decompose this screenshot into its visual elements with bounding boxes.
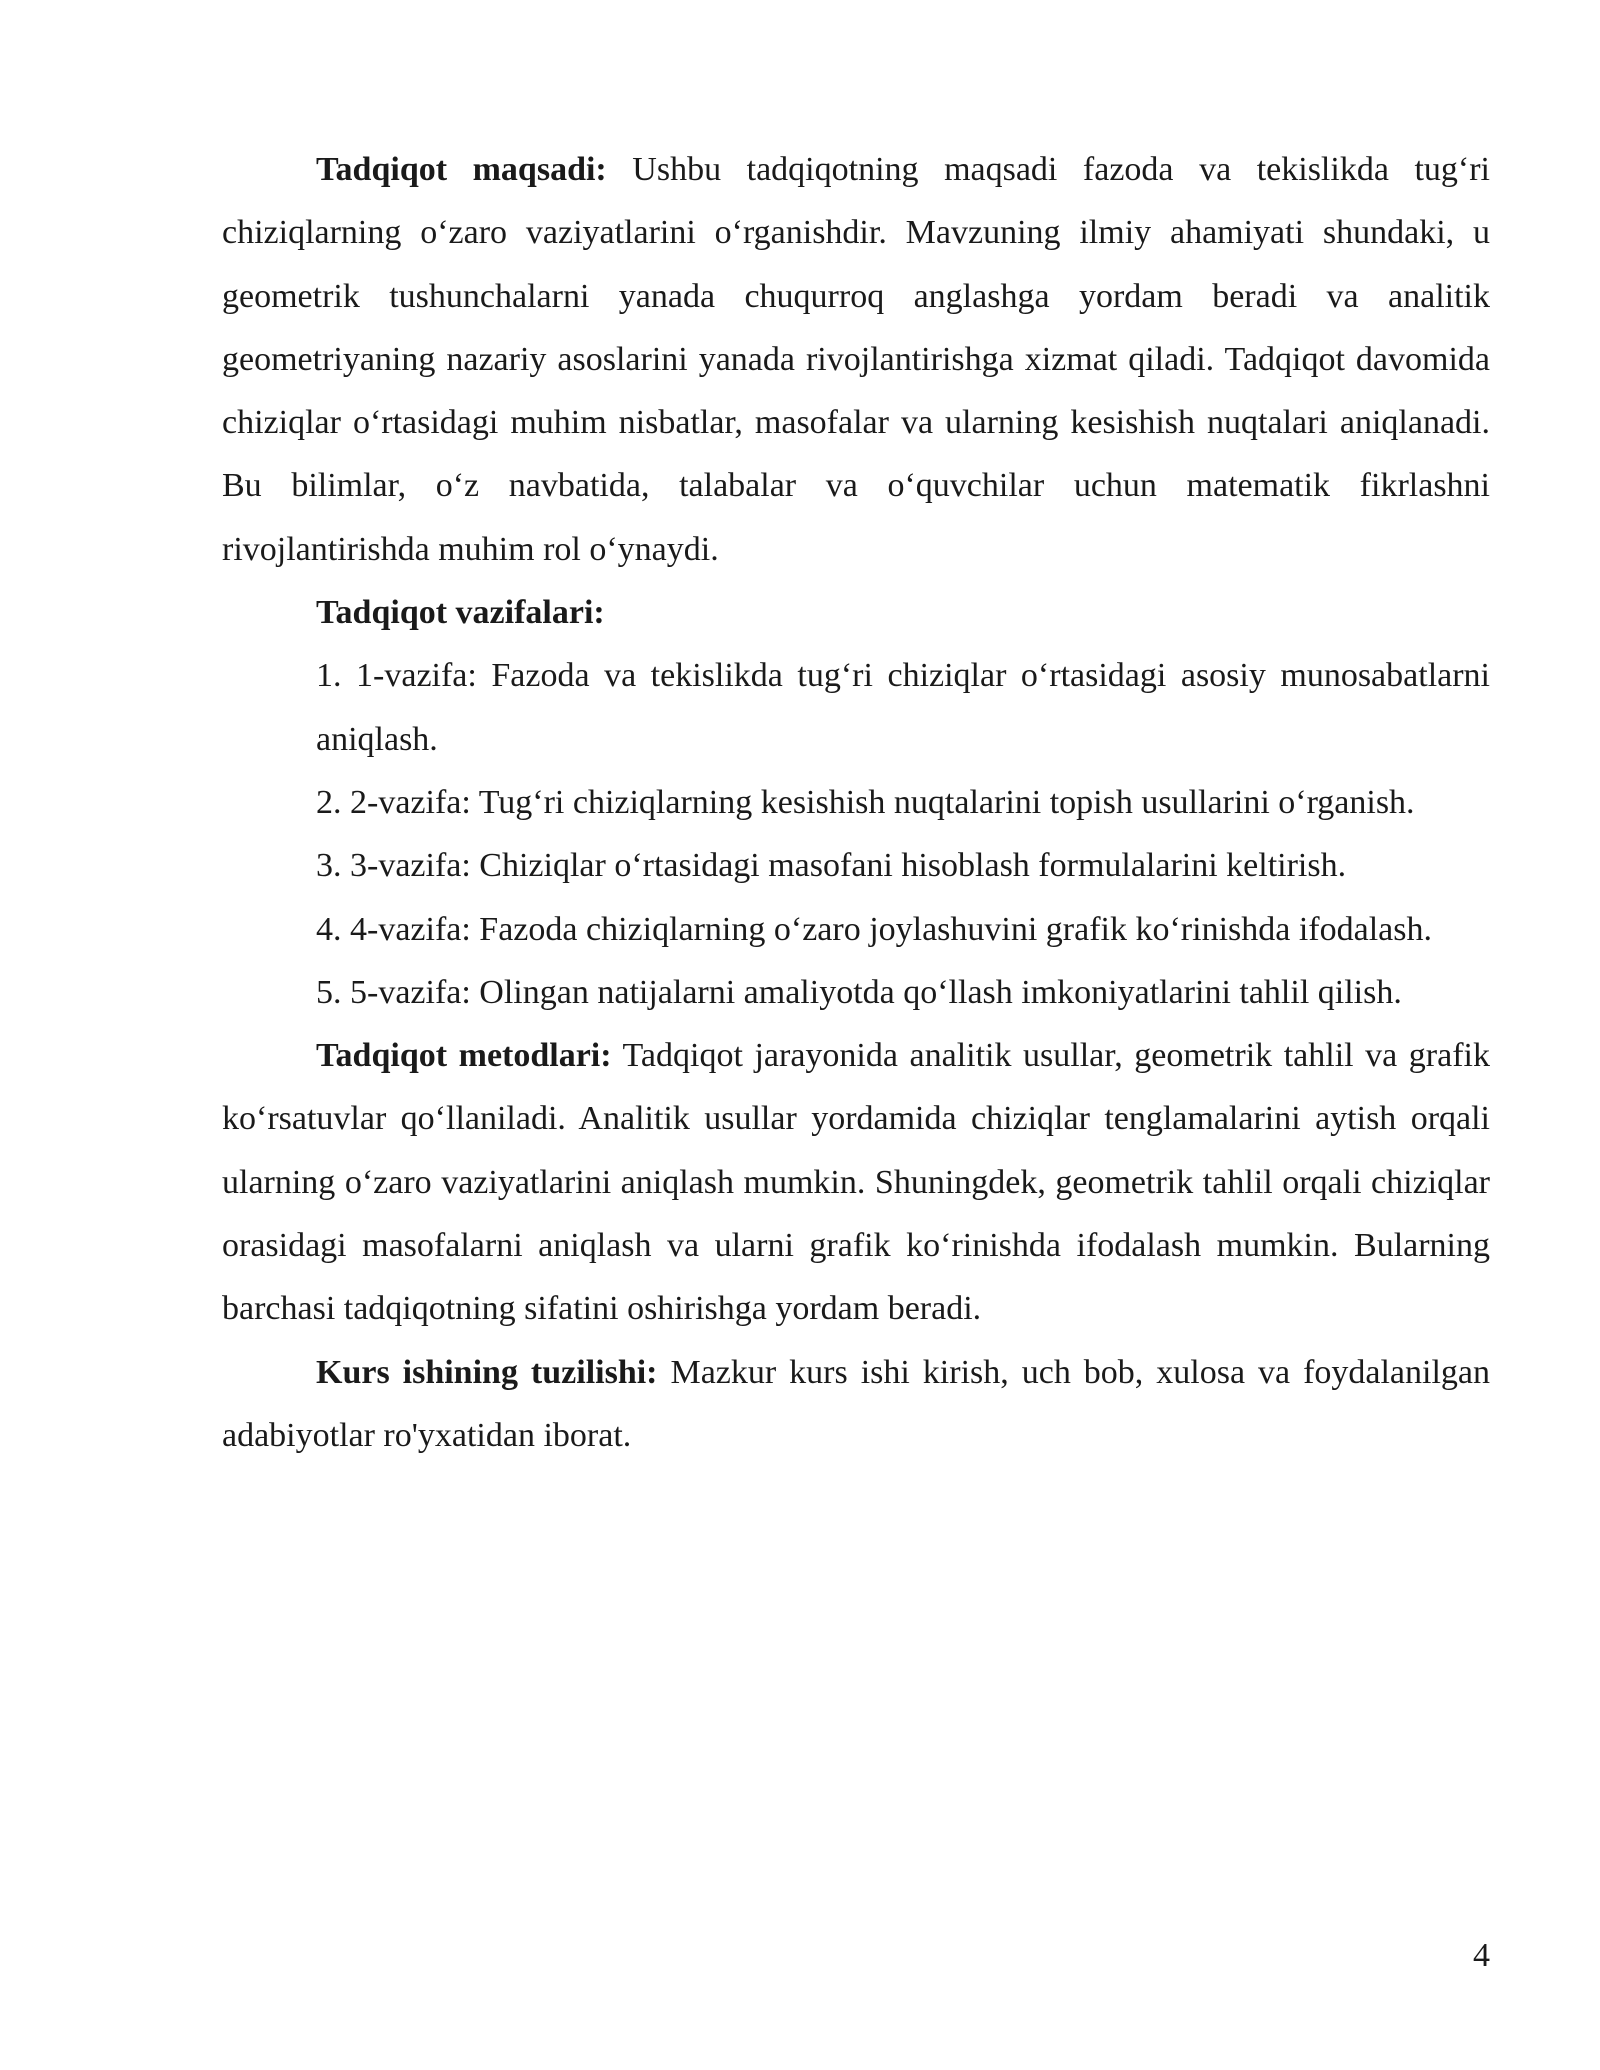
purpose-text: Ushbu tadqiqotning maqsadi fazoda va tekislikda tug‘ri chiziqlarning o‘zaro vaziyatlarini o‘rganishdir. Mavzuning ilmiy ahamiyati shundaki, u geometrik tushunchalarni yanada chuqurroq anglashga yordam beradi va analitik geometriyaning nazariy asoslarini yanada rivojlantirishga xizmat qiladi. Tadqiqot davomida chiziqlar o‘rtasidagi muhim nisbatlar, masofalar va ularning kesishish nuqtalari aniqlanadi. Bu bilimlar, o‘z navbatida, talabalar va o‘quvchilar uchun matematik fikrlashni rivojlantirishda muhim rol o‘ynaydi. xyxy=(222,151,1490,568)
structure-heading: Kurs ishining tuzilishi: xyxy=(316,1353,658,1391)
methods-text: Tadqiqot jarayonida analitik usullar, geometrik tahlil va grafik ko‘rsatuvlar qo‘llaniladi. Analitik usullar yordamida chiziqlar tenglamalarini aytish orqali ularning o‘zaro vaziyatlarini aniqlash mumkin. Shuningdek, geometrik tahlil orqali chiziqlar orasidagi masofalarni aniqlash va ularni grafik ko‘rinishda ifodalash mumkin. Bularning barchasi tadqiqotning sifatini oshirishga yordam beradi. xyxy=(222,1037,1490,1328)
tasks-heading: Tadqiqot vazifalari: xyxy=(316,594,605,632)
task-item-5: 5. 5-vazifa: Olingan natijalarni amaliyotda qo‘llash imkoniyatlarini tahlil qilish. xyxy=(316,973,1402,1011)
methods-paragraph xyxy=(222,1024,1490,1340)
purpose-heading: Tadqiqot maqsadi: xyxy=(316,151,607,188)
task-item-2: 2. 2-vazifa: Tug‘ri chiziqlarning kesishish nuqtalarini topish usullarini o‘rganish. xyxy=(316,783,1415,821)
document-body xyxy=(222,138,1490,1467)
methods-heading: Tadqiqot metodlari: xyxy=(316,1037,612,1075)
task-item-1: 1. 1-vazifa: Fazoda va tekislikda tug‘ri chiziqlar o‘rtasidagi asosiy munosabatlarni aniqlash. xyxy=(316,657,1490,758)
task-item-4: 4. 4-vazifa: Fazoda chiziqlarning o‘zaro joylashuvini grafik ko‘rinishda ifodalash. xyxy=(316,910,1432,948)
structure-paragraph xyxy=(222,1341,1490,1468)
structure-text: Mazkur kurs ishi kirish, uch bob, xulosa va foydalanilgan adabiyotlar ro'yxatidan iborat. xyxy=(222,1353,1491,1454)
task-item-3: 3. 3-vazifa: Chiziqlar o‘rtasidagi masofani hisoblash formulalarini keltirish. xyxy=(316,847,1347,885)
purpose-paragraph xyxy=(222,138,1490,581)
page-number: 4 xyxy=(1473,1937,1490,1974)
